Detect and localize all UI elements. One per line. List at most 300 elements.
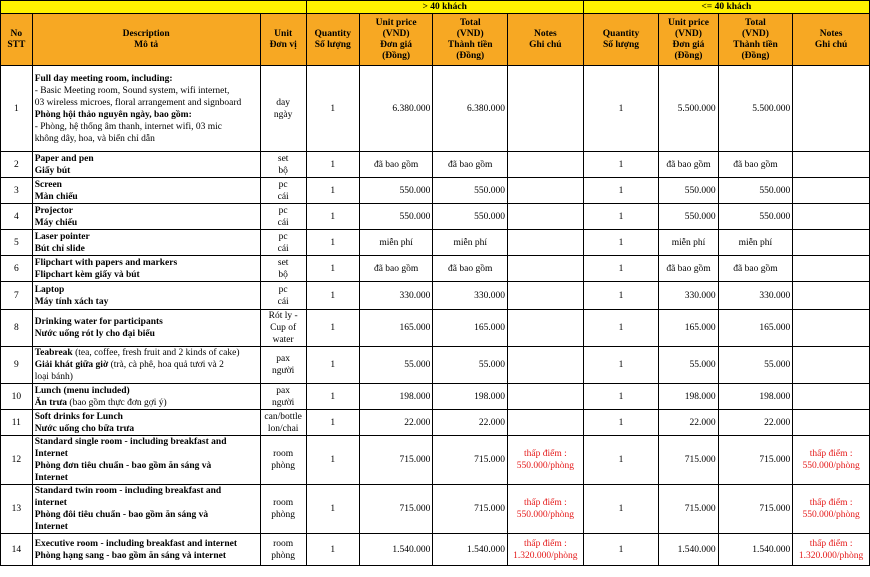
- row-total-1: 1.540.000: [433, 534, 508, 566]
- row-price-1: 550.000: [359, 204, 433, 230]
- cell-line: 1.320.000/phòng: [513, 550, 578, 561]
- row-notes-1: [508, 256, 584, 282]
- row-quantity-2: 1: [583, 152, 659, 178]
- row-quantity-2: 1: [583, 178, 659, 204]
- row-notes-1: [508, 384, 584, 410]
- row-total-2: 22.000: [718, 410, 793, 436]
- description-line: [35, 497, 258, 509]
- table-row: [1, 152, 870, 178]
- cell-line: bộ: [278, 269, 288, 280]
- description-line: [35, 217, 258, 229]
- cell-line: 550.000/phòng: [802, 510, 860, 520]
- row-notes-1: [508, 204, 584, 230]
- cell-line: set: [277, 257, 289, 268]
- row-quantity-1: 1: [306, 485, 359, 534]
- row-price-2: 715.000: [659, 436, 718, 485]
- cell-line: pc: [278, 205, 288, 216]
- row-total-2: 198.000: [718, 384, 793, 410]
- cell-line: thấp điểm :: [809, 498, 853, 508]
- row-number: 6: [1, 256, 33, 282]
- row-price-2: 55.000: [659, 347, 718, 384]
- row-quantity-1: 1: [306, 347, 359, 384]
- row-price-2: 1.540.000: [659, 534, 718, 566]
- header-price-1: Unit price (VND) Đơn giá (Đồng): [359, 14, 433, 66]
- row-number: 2: [1, 152, 33, 178]
- row-notes-2: [793, 534, 870, 566]
- cell-line: thấp điểm :: [809, 538, 853, 549]
- table-row: [1, 384, 870, 410]
- description-text: Bút chỉ slide: [34, 243, 85, 254]
- row-notes-1: [508, 485, 584, 534]
- row-total-1: 550.000: [433, 204, 508, 230]
- description-line: [35, 296, 258, 308]
- row-unit: [260, 410, 306, 436]
- row-quantity-1: 1: [306, 204, 359, 230]
- row-quantity-1: 1: [306, 230, 359, 256]
- row-total-1: 715.000: [433, 485, 508, 534]
- group-over40: > 40 khách: [306, 1, 583, 14]
- row-total-2: 715.000: [718, 485, 793, 534]
- row-total-2: 330.000: [718, 282, 793, 310]
- row-price-1: đã bao gồm: [359, 152, 433, 178]
- description-text: Projector: [34, 205, 74, 216]
- row-unit: [260, 436, 306, 485]
- row-quantity-2: 1: [583, 347, 659, 384]
- cell-line: phòng: [271, 550, 296, 561]
- cell-line: pc: [278, 284, 288, 295]
- row-description: [32, 534, 260, 566]
- description-line: [35, 347, 258, 359]
- description-line: [35, 436, 258, 448]
- description-detail: (tea, coffee, fresh fruit and 2 kinds of cake): [72, 348, 240, 358]
- cell-line: room: [273, 498, 294, 508]
- cell-line: cái: [277, 243, 289, 254]
- cell-line: 550.000/phòng: [802, 461, 860, 471]
- row-description: [32, 410, 260, 436]
- cell-line: day: [276, 97, 291, 108]
- row-number: 14: [1, 534, 33, 566]
- row-notes-1: [508, 347, 584, 384]
- row-unit: [260, 152, 306, 178]
- description-text: loại bánh): [34, 372, 73, 382]
- row-price-2: 550.000: [659, 178, 718, 204]
- description-text: Internet: [34, 473, 68, 483]
- description-line: [35, 133, 258, 145]
- row-notes-2: [793, 204, 870, 230]
- table-row: [1, 282, 870, 310]
- description-line: [35, 485, 258, 497]
- description-line: [35, 73, 258, 85]
- description-text: 03 wireless microes, floral arrangement and signboard: [34, 97, 242, 108]
- row-price-1: 1.540.000: [359, 534, 433, 566]
- row-total-2: 715.000: [718, 436, 793, 485]
- row-total-2: 1.540.000: [718, 534, 793, 566]
- description-text: Soft drinks for Lunch: [34, 411, 123, 422]
- row-price-2: 165.000: [659, 310, 718, 347]
- description-line: [35, 359, 258, 371]
- description-text: Nước uống rót ly cho đại biểu: [34, 329, 155, 339]
- row-total-1: 22.000: [433, 410, 508, 436]
- description-text: Standard twin room - including breakfast and: [34, 486, 222, 496]
- row-quantity-1: 1: [306, 66, 359, 152]
- row-description: [32, 178, 260, 204]
- description-text: Máy chiếu: [34, 217, 78, 228]
- row-quantity-2: 1: [583, 230, 659, 256]
- row-unit: [260, 256, 306, 282]
- row-total-2: miễn phí: [718, 230, 793, 256]
- description-text: Flipchart kèm giấy và bút: [34, 269, 140, 280]
- description-text: - Basic Meeting room, Sound system, wifi internet,: [34, 85, 230, 96]
- description-line: [35, 411, 258, 423]
- row-total-1: 6.380.000: [433, 66, 508, 152]
- cell-line: room: [273, 449, 294, 459]
- description-line: [35, 109, 258, 121]
- row-notes-2: [793, 485, 870, 534]
- cell-line: thấp điểm :: [809, 449, 853, 459]
- description-text: Flipchart with papers and markers: [34, 257, 178, 268]
- table-row: [1, 485, 870, 534]
- description-line: [35, 538, 258, 550]
- table-row: [1, 310, 870, 347]
- row-total-2: 165.000: [718, 310, 793, 347]
- row-number: 8: [1, 310, 33, 347]
- description-text: Màn chiếu: [34, 191, 78, 202]
- row-total-1: 165.000: [433, 310, 508, 347]
- cell-line: thấp điểm :: [523, 498, 567, 508]
- header-unit: Unit Đơn vị: [260, 14, 306, 66]
- row-quantity-1: 1: [306, 436, 359, 485]
- description-text: Giải khát giữa giờ: [34, 360, 109, 370]
- row-total-1: đã bao gồm: [433, 152, 508, 178]
- row-unit: [260, 178, 306, 204]
- description-line: [35, 509, 258, 521]
- description-text: không dây, hoa, và biển chỉ dẫn: [34, 133, 155, 144]
- group-header-row: [1, 1, 870, 14]
- group-upto40: <= 40 khách: [583, 1, 869, 14]
- row-description: [32, 347, 260, 384]
- row-number: 4: [1, 204, 33, 230]
- description-text: Nước uống cho bữa trưa: [34, 423, 135, 434]
- row-unit: [260, 66, 306, 152]
- cell-line: can/bottle: [264, 411, 302, 422]
- description-text: Lunch (menu included): [34, 385, 130, 396]
- cell-line: cái: [277, 191, 289, 202]
- row-number: 3: [1, 178, 33, 204]
- header-quantity-2: Quantity Số lượng: [583, 14, 659, 66]
- description-line: [35, 121, 258, 133]
- cell-line: set: [277, 153, 289, 164]
- row-description: [32, 204, 260, 230]
- description-text: Internet: [34, 449, 68, 459]
- row-description: [32, 282, 260, 310]
- description-text: Internet: [34, 522, 68, 532]
- row-notes-2: [793, 66, 870, 152]
- row-total-2: đã bao gồm: [718, 256, 793, 282]
- description-text: Drinking water for participants: [34, 317, 163, 327]
- cell-line: thấp điểm :: [523, 538, 567, 549]
- row-price-1: 55.000: [359, 347, 433, 384]
- row-price-1: 330.000: [359, 282, 433, 310]
- description-text: Phòng đơn tiêu chuẩn - bao gồm ăn sáng và: [34, 461, 212, 471]
- table-row: [1, 410, 870, 436]
- row-notes-1: [508, 178, 584, 204]
- row-unit: [260, 534, 306, 566]
- row-price-2: đã bao gồm: [659, 256, 718, 282]
- cell-line: ngày: [273, 109, 293, 120]
- description-line: [35, 397, 258, 409]
- header-price-2: Unit price (VND) Đơn giá (Đồng): [659, 14, 718, 66]
- cell-line: pc: [278, 179, 288, 190]
- row-notes-2: [793, 384, 870, 410]
- row-quantity-2: 1: [583, 256, 659, 282]
- description-line: [35, 231, 258, 243]
- header-no: No STT: [1, 14, 33, 66]
- row-total-2: 550.000: [718, 204, 793, 230]
- row-price-2: 22.000: [659, 410, 718, 436]
- row-notes-2: [793, 310, 870, 347]
- row-price-1: 165.000: [359, 310, 433, 347]
- row-number: 9: [1, 347, 33, 384]
- description-detail: (trà, cà phê, hoa quả tươi và 2: [108, 360, 224, 370]
- row-quantity-2: 1: [583, 66, 659, 152]
- description-line: [35, 385, 258, 397]
- header-description: Description Mô tả: [32, 14, 260, 66]
- row-number: 13: [1, 485, 33, 534]
- row-description: [32, 384, 260, 410]
- description-text: Laptop: [34, 284, 65, 295]
- cell-line: water: [272, 335, 294, 345]
- row-total-1: 198.000: [433, 384, 508, 410]
- row-quantity-2: 1: [583, 534, 659, 566]
- row-quantity-2: 1: [583, 410, 659, 436]
- row-unit: [260, 485, 306, 534]
- description-text: Executive room - including breakfast and internet: [34, 538, 238, 549]
- row-total-1: 550.000: [433, 178, 508, 204]
- description-line: [35, 472, 258, 484]
- description-text: - Phòng, hệ thống âm thanh, internet wifi, 03 mic: [34, 121, 223, 132]
- row-total-2: 55.000: [718, 347, 793, 384]
- row-unit: [260, 310, 306, 347]
- row-notes-1: [508, 410, 584, 436]
- row-notes-2: [793, 347, 870, 384]
- cell-line: Cup of: [270, 323, 297, 333]
- description-line: [35, 550, 258, 562]
- description-text: Teabreak: [34, 348, 73, 358]
- row-notes-2: [793, 230, 870, 256]
- row-total-2: 550.000: [718, 178, 793, 204]
- row-total-2: đã bao gồm: [718, 152, 793, 178]
- description-text: Phòng hạng sang - bao gồm ăn sáng và internet: [34, 550, 227, 561]
- row-quantity-1: 1: [306, 384, 359, 410]
- row-quantity-1: 1: [306, 152, 359, 178]
- cell-line: 1.320.000/phòng: [798, 550, 864, 561]
- row-notes-1: [508, 534, 584, 566]
- cell-line: bộ: [278, 165, 288, 176]
- description-text: Phòng đôi tiêu chuẩn - bao gồm ăn sáng và: [34, 510, 209, 520]
- description-line: [35, 316, 258, 328]
- row-quantity-2: 1: [583, 384, 659, 410]
- description-line: [35, 460, 258, 472]
- row-price-1: 6.380.000: [359, 66, 433, 152]
- row-price-2: 5.500.000: [659, 66, 718, 152]
- row-number: 10: [1, 384, 33, 410]
- description-line: [35, 205, 258, 217]
- row-total-1: 330.000: [433, 282, 508, 310]
- description-line: [35, 153, 258, 165]
- row-description: [32, 436, 260, 485]
- description-line: [35, 97, 258, 109]
- description-line: [35, 243, 258, 255]
- description-text: Standard single room - including breakfast and: [34, 437, 227, 447]
- cell-line: pax: [276, 354, 291, 364]
- table-row: [1, 534, 870, 566]
- description-line: [35, 328, 258, 340]
- description-line: [35, 191, 258, 203]
- cell-line: người: [272, 366, 295, 376]
- row-total-1: miễn phí: [433, 230, 508, 256]
- row-price-2: 330.000: [659, 282, 718, 310]
- description-text: internet: [34, 498, 67, 508]
- row-description: [32, 310, 260, 347]
- row-price-1: 550.000: [359, 178, 433, 204]
- description-text: Laser pointer: [34, 231, 90, 242]
- header-notes-1: Notes Ghi chú: [508, 14, 584, 66]
- row-quantity-2: 1: [583, 436, 659, 485]
- description-text: Paper and pen: [34, 153, 94, 164]
- row-price-1: 198.000: [359, 384, 433, 410]
- cell-line: pc: [278, 231, 288, 242]
- header-total-2: Total (VND) Thành tiền (Đồng): [718, 14, 793, 66]
- header-total-1: Total (VND) Thành tiền (Đồng): [433, 14, 508, 66]
- row-price-1: miễn phí: [359, 230, 433, 256]
- row-price-2: đã bao gồm: [659, 152, 718, 178]
- table-row: [1, 204, 870, 230]
- column-header-row: [1, 14, 870, 66]
- table-row: [1, 256, 870, 282]
- description-text: Ăn trưa: [34, 397, 68, 408]
- row-price-2: 198.000: [659, 384, 718, 410]
- description-line: [35, 371, 258, 383]
- cell-line: cái: [277, 296, 289, 307]
- table-row: [1, 230, 870, 256]
- row-total-1: 55.000: [433, 347, 508, 384]
- cell-line: thấp điểm :: [523, 449, 567, 459]
- description-text: Full day meeting room, including:: [34, 73, 173, 84]
- description-text: Screen: [34, 179, 62, 190]
- row-notes-2: [793, 410, 870, 436]
- description-text: Phòng hội thảo nguyên ngày, bao gồm:: [34, 109, 192, 120]
- row-notes-1: [508, 310, 584, 347]
- row-description: [32, 230, 260, 256]
- row-price-2: miễn phí: [659, 230, 718, 256]
- row-number: 7: [1, 282, 33, 310]
- row-number: 11: [1, 410, 33, 436]
- row-price-1: 715.000: [359, 436, 433, 485]
- cell-line: phòng: [271, 461, 296, 471]
- table-row: [1, 436, 870, 485]
- table-row: [1, 66, 870, 152]
- row-quantity-1: 1: [306, 310, 359, 347]
- row-quantity-2: 1: [583, 204, 659, 230]
- row-quantity-1: 1: [306, 178, 359, 204]
- table-row: [1, 347, 870, 384]
- cell-line: Rót ly -: [268, 311, 298, 321]
- cell-line: phòng: [271, 510, 296, 520]
- row-quantity-1: 1: [306, 282, 359, 310]
- description-line: [35, 521, 258, 533]
- description-text: Máy tính xách tay: [34, 296, 109, 307]
- row-notes-1: [508, 230, 584, 256]
- header-notes-2: Notes Ghi chú: [793, 14, 870, 66]
- table-row: [1, 178, 870, 204]
- row-price-2: 550.000: [659, 204, 718, 230]
- row-total-1: 715.000: [433, 436, 508, 485]
- row-quantity-2: 1: [583, 282, 659, 310]
- row-notes-1: [508, 66, 584, 152]
- cell-line: 550.000/phòng: [516, 510, 574, 520]
- row-total-2: 5.500.000: [718, 66, 793, 152]
- cell-line: lon/chai: [267, 423, 299, 434]
- row-notes-1: [508, 282, 584, 310]
- cell-line: người: [272, 397, 295, 408]
- row-description: [32, 485, 260, 534]
- description-line: [35, 257, 258, 269]
- description-line: [35, 165, 258, 177]
- row-quantity-1: 1: [306, 256, 359, 282]
- description-line: [35, 269, 258, 281]
- cell-line: pax: [276, 385, 291, 396]
- row-total-1: đã bao gồm: [433, 256, 508, 282]
- row-description: [32, 66, 260, 152]
- description-detail: (bao gồm thực đơn gợi ý): [67, 397, 167, 408]
- row-number: 5: [1, 230, 33, 256]
- row-price-1: 715.000: [359, 485, 433, 534]
- row-notes-1: [508, 436, 584, 485]
- row-notes-2: [793, 282, 870, 310]
- row-price-1: đã bao gồm: [359, 256, 433, 282]
- description-line: [35, 284, 258, 296]
- row-quantity-1: 1: [306, 410, 359, 436]
- row-number: 1: [1, 66, 33, 152]
- row-notes-2: [793, 256, 870, 282]
- row-quantity-2: 1: [583, 310, 659, 347]
- header-quantity-1: Quantity Số lượng: [306, 14, 359, 66]
- row-quantity-1: 1: [306, 534, 359, 566]
- row-unit: [260, 230, 306, 256]
- cell-line: 550.000/phòng: [516, 461, 574, 471]
- description-line: [35, 85, 258, 97]
- description-line: [35, 179, 258, 191]
- row-notes-2: [793, 152, 870, 178]
- row-number: 12: [1, 436, 33, 485]
- cell-line: cái: [277, 217, 289, 228]
- row-unit: [260, 347, 306, 384]
- row-notes-1: [508, 152, 584, 178]
- description-line: [35, 448, 258, 460]
- row-unit: [260, 384, 306, 410]
- row-price-2: 715.000: [659, 485, 718, 534]
- row-unit: [260, 204, 306, 230]
- group-blank-cell: [1, 1, 307, 14]
- cell-line: room: [273, 538, 294, 549]
- row-description: [32, 152, 260, 178]
- description-line: [35, 423, 258, 435]
- description-text: Giấy bút: [34, 165, 71, 176]
- row-description: [32, 256, 260, 282]
- row-price-1: 22.000: [359, 410, 433, 436]
- row-notes-2: [793, 178, 870, 204]
- row-notes-2: [793, 436, 870, 485]
